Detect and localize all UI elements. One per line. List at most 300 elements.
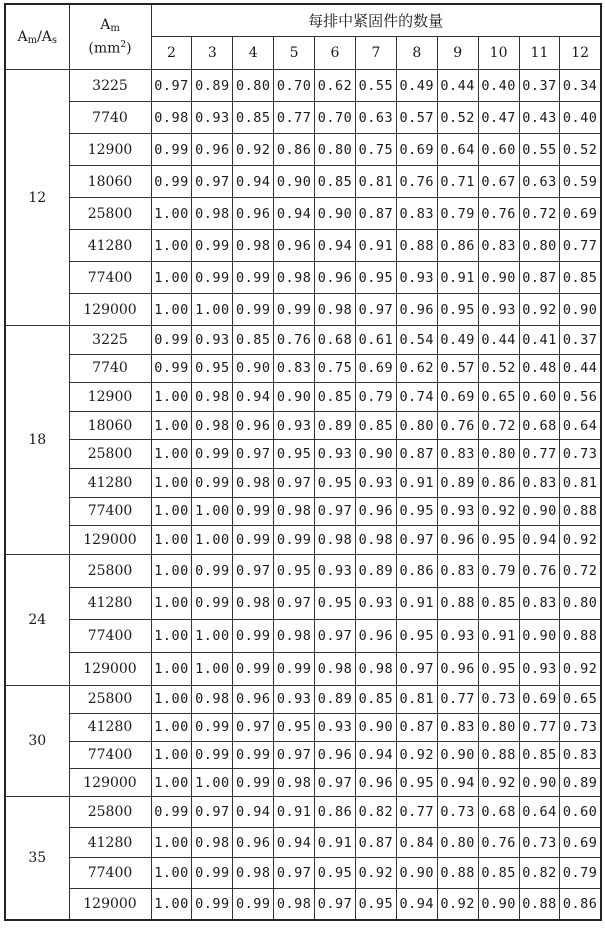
factor-cell: 0.97 [315,620,356,653]
factor-cell: 0.82 [355,797,396,828]
factor-cell: 0.73 [519,827,560,858]
factor-cell: 0.98 [315,526,356,555]
factor-cell: 0.98 [192,198,233,230]
factor-cell: 0.96 [396,294,437,326]
factor-cell: 0.81 [396,685,437,713]
count-header-5: 5 [274,37,315,70]
factor-cell: 0.77 [519,713,560,741]
factor-cell: 0.98 [355,653,396,686]
area-cell: 129000 [69,526,151,555]
factor-cell: 1.00 [151,769,192,797]
factor-cell: 0.55 [519,134,560,166]
factor-cell: 0.89 [315,685,356,713]
ratio-label-sub-s: s [51,34,58,46]
factor-cell: 1.00 [151,497,192,526]
area-cell: 41280 [69,713,151,741]
factor-cell: 0.96 [233,685,274,713]
factor-cell: 0.98 [274,262,315,294]
factor-cell: 0.99 [192,554,233,587]
factor-cell: 0.76 [478,198,519,230]
count-header-8: 8 [396,37,437,70]
factor-cell: 0.85 [560,262,601,294]
factor-cell: 0.85 [478,858,519,889]
table-row [5,497,601,526]
factor-cell: 0.96 [233,198,274,230]
area-cell: 25800 [69,685,151,713]
factor-cell: 0.72 [519,198,560,230]
factor-cell: 0.75 [355,134,396,166]
factor-cell: 0.83 [519,587,560,620]
factor-cell: 0.80 [478,713,519,741]
factor-cell: 0.97 [274,858,315,889]
factor-cell: 0.94 [233,166,274,198]
factor-cell: 0.92 [478,769,519,797]
factor-cell: 0.49 [437,326,478,355]
factor-cell: 0.95 [396,497,437,526]
factor-cell: 0.98 [233,587,274,620]
factor-cell: 0.86 [478,468,519,497]
factor-cell: 0.96 [355,769,396,797]
factor-cell: 0.95 [478,653,519,686]
factor-cell: 1.00 [192,497,233,526]
factor-cell: 0.76 [274,326,315,355]
factor-cell: 0.57 [437,354,478,383]
table-row [5,888,601,919]
factor-cell: 1.00 [151,685,192,713]
factor-cell: 0.52 [478,354,519,383]
count-header-9: 9 [437,37,478,70]
factor-cell: 0.57 [396,102,437,134]
factor-cell: 0.93 [315,713,356,741]
factor-cell: 0.94 [274,198,315,230]
factor-cell: 1.00 [151,411,192,440]
factor-cell: 0.97 [151,70,192,102]
factor-cell: 0.93 [192,326,233,355]
factor-cell: 0.84 [396,827,437,858]
factor-cell: 0.93 [519,653,560,686]
factor-cell: 0.96 [315,262,356,294]
factor-cell: 0.37 [519,70,560,102]
factor-cell: 1.00 [151,713,192,741]
factor-cell: 0.94 [437,769,478,797]
table-row [5,741,601,769]
area-cell: 41280 [69,468,151,497]
factor-cell: 1.00 [192,620,233,653]
table-row [5,653,601,686]
factor-cell: 0.70 [274,70,315,102]
factor-cell: 0.88 [437,587,478,620]
factor-cell: 1.00 [151,620,192,653]
factor-cell: 0.69 [437,383,478,412]
factor-cell: 0.97 [274,468,315,497]
count-header-6: 6 [315,37,356,70]
factor-cell: 0.94 [233,797,274,828]
factor-cell: 0.52 [437,102,478,134]
factor-cell: 0.98 [233,230,274,262]
table-row [5,166,601,198]
factor-cell: 0.90 [315,198,356,230]
factor-cell: 0.71 [437,166,478,198]
factor-cell: 0.65 [560,685,601,713]
factor-cell: 0.76 [478,827,519,858]
table-row [5,769,601,797]
factor-cell: 0.55 [355,70,396,102]
factor-cell: 0.76 [437,411,478,440]
factor-cell: 0.98 [151,102,192,134]
table-row [5,411,601,440]
factor-cell: 0.86 [396,554,437,587]
area-cell: 77400 [69,620,151,653]
area-cell: 25800 [69,797,151,828]
table-row [5,294,601,326]
factor-cell: 1.00 [151,198,192,230]
factor-cell: 0.90 [519,620,560,653]
factor-cell: 0.72 [478,411,519,440]
factor-cell: 0.52 [560,134,601,166]
factor-cell: 0.60 [519,383,560,412]
factor-cell: 0.91 [274,797,315,828]
area-cell: 41280 [69,230,151,262]
factor-cell: 0.98 [274,497,315,526]
factor-cell: 0.93 [478,294,519,326]
count-header-10: 10 [478,37,519,70]
factor-cell: 0.80 [519,230,560,262]
count-header-3: 3 [192,37,233,70]
factor-cell: 1.00 [151,440,192,469]
factor-cell: 0.77 [274,102,315,134]
factor-cell: 0.44 [478,326,519,355]
factor-cell: 0.96 [274,230,315,262]
factor-cell: 0.96 [192,134,233,166]
factor-cell: 0.41 [519,326,560,355]
factor-cell: 0.99 [151,134,192,166]
factor-cell: 0.77 [519,440,560,469]
factor-cell: 0.87 [396,440,437,469]
factor-cell: 0.59 [560,166,601,198]
factor-cell: 0.86 [437,230,478,262]
factor-cell: 1.00 [151,262,192,294]
factor-cell: 0.98 [355,526,396,555]
factor-cell: 0.37 [560,326,601,355]
count-header-11: 11 [519,37,560,70]
area-cell: 18060 [69,166,151,198]
factor-cell: 0.95 [274,713,315,741]
factor-cell: 0.83 [437,440,478,469]
factor-cell: 0.80 [437,827,478,858]
factor-cell: 0.68 [478,797,519,828]
factor-cell: 0.99 [233,653,274,686]
factor-cell: 0.97 [274,741,315,769]
table-row [5,587,601,620]
factor-cell: 0.96 [233,827,274,858]
area-cell: 129000 [69,653,151,686]
factor-cell: 0.97 [315,769,356,797]
factor-cell: 0.90 [355,440,396,469]
ratio-label-sub-m: m [27,34,38,46]
factor-cell: 0.56 [560,383,601,412]
factor-cell: 0.97 [396,653,437,686]
factor-cell: 0.68 [519,411,560,440]
area-cell: 3225 [69,326,151,355]
table-row [5,134,601,166]
count-header-4: 4 [233,37,274,70]
factor-cell: 0.91 [396,468,437,497]
factor-cell: 0.93 [355,587,396,620]
factor-cell: 0.99 [233,620,274,653]
factor-cell: 0.91 [396,587,437,620]
factor-cell: 0.99 [192,858,233,889]
factor-cell: 0.98 [315,653,356,686]
area-cell: 41280 [69,587,151,620]
factor-cell: 0.93 [437,620,478,653]
factor-cell: 0.72 [560,554,601,587]
factor-cell: 0.83 [437,713,478,741]
factor-cell: 0.93 [437,497,478,526]
area-cell: 129000 [69,769,151,797]
factor-cell: 0.64 [437,134,478,166]
factor-cell: 0.90 [478,262,519,294]
area-unit-post: ) [126,40,132,57]
factor-cell: 0.60 [478,134,519,166]
area-cell: 77400 [69,741,151,769]
factor-cell: 0.76 [396,166,437,198]
factor-cell: 0.40 [478,70,519,102]
area-unit-sup: 2 [120,40,127,51]
factor-cell: 0.81 [355,166,396,198]
table-row [5,858,601,889]
factor-cell: 0.83 [560,741,601,769]
factor-cell: 0.44 [437,70,478,102]
area-cell: 77400 [69,262,151,294]
factor-cell: 0.80 [560,587,601,620]
factor-cell: 0.96 [437,526,478,555]
table-row [5,383,601,412]
factor-cell: 0.89 [560,769,601,797]
factor-cell: 0.95 [478,526,519,555]
factor-cell: 0.99 [233,294,274,326]
factor-cell: 0.97 [233,554,274,587]
factor-cell: 0.98 [233,858,274,889]
area-cell: 12900 [69,134,151,166]
factor-cell: 0.87 [396,713,437,741]
factor-cell: 0.85 [519,741,560,769]
factor-cell: 0.97 [315,497,356,526]
factor-cell: 0.97 [233,713,274,741]
factor-cell: 0.97 [396,526,437,555]
count-header-12: 12 [560,37,601,70]
factor-cell: 0.99 [192,888,233,919]
factor-cell: 0.61 [355,326,396,355]
factor-cell: 0.95 [274,440,315,469]
ratio-label-a1: A [17,28,28,45]
table-row [5,326,601,355]
factor-cell: 0.98 [233,468,274,497]
factor-cell: 0.94 [519,526,560,555]
factor-cell: 0.73 [437,797,478,828]
factor-cell: 0.90 [519,769,560,797]
factor-cell: 0.99 [192,468,233,497]
factor-cell: 0.95 [274,554,315,587]
factor-cell: 0.79 [560,858,601,889]
ratio-cell: 18 [5,326,69,555]
factor-cell: 0.90 [355,713,396,741]
factor-cell: 0.79 [355,383,396,412]
factor-cell: 0.65 [478,383,519,412]
factor-cell: 0.99 [233,769,274,797]
factor-cell: 0.60 [560,797,601,828]
factor-cell: 0.95 [315,587,356,620]
factor-cell: 0.73 [478,685,519,713]
factor-cell: 0.97 [192,166,233,198]
factor-cell: 0.92 [560,526,601,555]
factor-cell: 0.83 [519,468,560,497]
factor-cell: 0.48 [519,354,560,383]
factor-cell: 0.68 [315,326,356,355]
factor-cell: 0.97 [274,587,315,620]
factor-cell: 0.86 [274,134,315,166]
factor-cell: 1.00 [192,769,233,797]
factor-cell: 0.90 [560,294,601,326]
factor-cell: 0.79 [478,554,519,587]
factor-cell: 0.99 [192,230,233,262]
factor-cell: 1.00 [192,294,233,326]
area-unit [70,40,151,57]
factor-cell: 0.94 [396,888,437,919]
factor-cell: 0.43 [519,102,560,134]
factor-cell: 0.83 [478,230,519,262]
factor-cell: 0.95 [396,620,437,653]
factor-cell: 0.94 [315,230,356,262]
factor-cell: 0.98 [192,827,233,858]
group-title: 每排中紧固件的数量 [151,4,601,37]
fastener-reduction-factor-table [4,3,602,921]
factor-cell: 0.99 [233,741,274,769]
factor-cell: 1.00 [192,653,233,686]
factor-cell: 0.64 [519,797,560,828]
factor-cell: 0.93 [274,685,315,713]
factor-cell: 0.98 [274,620,315,653]
table-row [5,230,601,262]
area-cell: 3225 [69,70,151,102]
factor-cell: 0.80 [396,411,437,440]
factor-cell: 0.90 [519,497,560,526]
factor-cell: 0.90 [233,354,274,383]
factor-cell: 0.91 [437,262,478,294]
factor-cell: 0.88 [396,230,437,262]
factor-cell: 0.88 [437,858,478,889]
factor-cell: 0.34 [560,70,601,102]
header-ratio [5,4,69,70]
factor-cell: 0.77 [396,797,437,828]
factor-cell: 0.69 [396,134,437,166]
factor-cell: 0.63 [355,102,396,134]
factor-cell: 0.64 [560,411,601,440]
factor-cell: 0.99 [274,653,315,686]
factor-cell: 0.89 [355,554,396,587]
factor-cell: 0.97 [355,294,396,326]
table-row [5,70,601,102]
factor-cell: 0.96 [437,653,478,686]
factor-cell: 0.99 [233,888,274,919]
table-row [5,198,601,230]
area-cell: 25800 [69,198,151,230]
factor-cell: 0.86 [560,888,601,919]
factor-cell: 0.93 [355,468,396,497]
factor-cell: 0.99 [233,526,274,555]
factor-cell: 0.89 [437,468,478,497]
factor-cell: 0.85 [355,411,396,440]
factor-cell: 0.95 [396,769,437,797]
factor-cell: 1.00 [151,858,192,889]
factor-cell: 1.00 [151,653,192,686]
factor-cell: 0.98 [192,411,233,440]
factor-cell: 0.98 [192,685,233,713]
factor-cell: 0.77 [560,230,601,262]
factor-cell: 0.87 [355,827,396,858]
factor-cell: 0.99 [151,326,192,355]
factor-cell: 0.93 [396,262,437,294]
factor-cell: 0.95 [437,294,478,326]
area-label-sub: m [110,23,120,35]
factor-cell: 0.95 [192,354,233,383]
area-cell: 129000 [69,888,151,919]
factor-cell: 0.93 [315,440,356,469]
factor-cell: 0.70 [315,102,356,134]
factor-cell: 0.85 [315,166,356,198]
factor-cell: 1.00 [192,526,233,555]
factor-cell: 0.97 [315,888,356,919]
table-row [5,354,601,383]
factor-cell: 0.85 [233,102,274,134]
factor-cell: 0.99 [192,741,233,769]
factor-cell: 0.94 [233,383,274,412]
table-row [5,102,601,134]
factor-cell: 0.85 [355,685,396,713]
factor-cell: 1.00 [151,587,192,620]
area-cell: 25800 [69,440,151,469]
header-area [69,4,151,70]
count-header-2: 2 [151,37,192,70]
factor-cell: 1.00 [151,230,192,262]
factor-cell: 0.92 [355,858,396,889]
factor-cell: 0.73 [560,713,601,741]
factor-cell: 0.80 [478,440,519,469]
factor-cell: 0.92 [233,134,274,166]
factor-cell: 0.90 [274,383,315,412]
table-row [5,262,601,294]
factor-cell: 0.93 [274,411,315,440]
factor-cell: 0.91 [355,230,396,262]
factor-cell: 0.89 [315,411,356,440]
factor-cell: 0.99 [192,440,233,469]
factor-cell: 0.97 [192,797,233,828]
factor-cell: 0.74 [396,383,437,412]
factor-cell: 0.96 [315,741,356,769]
ratio-cell: 35 [5,797,69,920]
factor-cell: 0.99 [151,354,192,383]
factor-cell: 0.97 [233,440,274,469]
table-row [5,468,601,497]
area-cell: 18060 [69,411,151,440]
factor-cell: 0.90 [396,858,437,889]
factor-cell: 0.87 [519,262,560,294]
factor-cell: 0.88 [560,620,601,653]
factor-cell: 0.99 [233,497,274,526]
factor-cell: 0.75 [315,354,356,383]
table-header [5,4,601,70]
factor-cell: 0.88 [519,888,560,919]
ratio-cell: 24 [5,554,69,685]
